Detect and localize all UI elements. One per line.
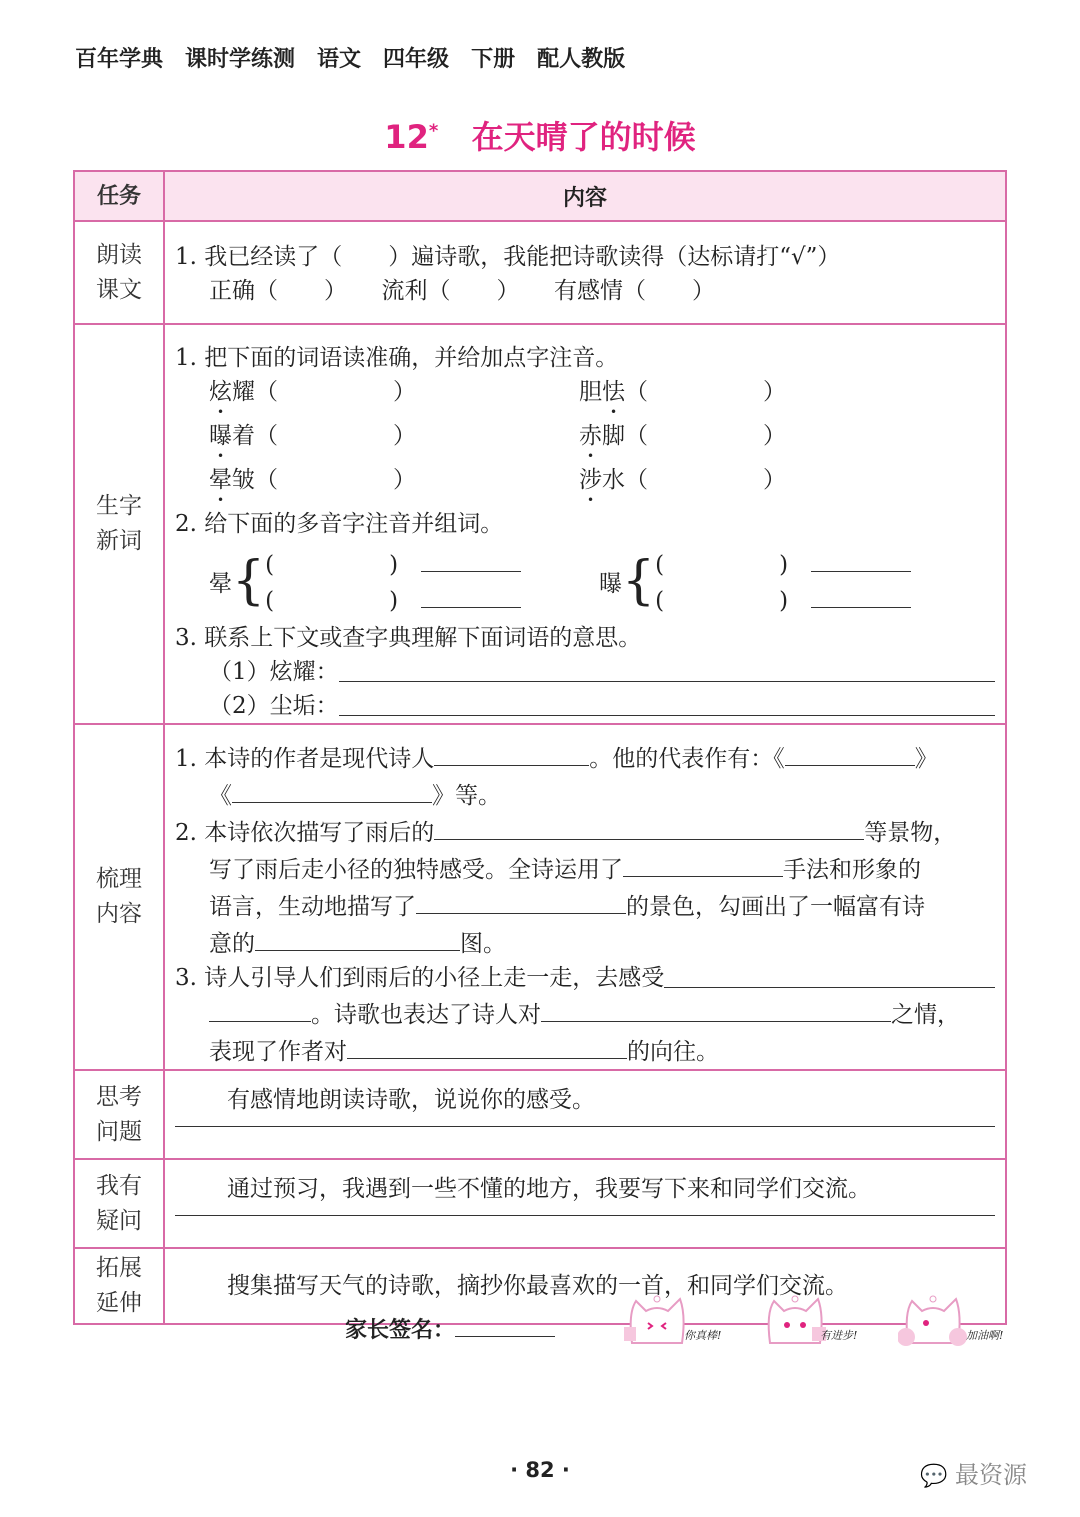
reading-check-line[interactable]: 正确（ ） 流利（ ） 有感情（ ） [209, 278, 715, 304]
task-table [73, 170, 1007, 1325]
watermark: 💬 最资源 [920, 1461, 1028, 1489]
sticker-progress: 有进步! [760, 1293, 900, 1349]
table-row [74, 724, 1006, 1070]
header-item: 百年学典 [75, 47, 164, 72]
row-label: 拓展 延伸 [74, 1248, 164, 1324]
row-content [164, 221, 1006, 324]
header-item: 课时学练测 [185, 47, 296, 72]
word-item[interactable]: 赤脚（ ） [579, 423, 786, 449]
parent-signature[interactable]: 家长签名： [345, 1313, 555, 1344]
row-content: 搜集描写天气的诗歌，摘抄你最喜欢的一首，和同学们交流。 [164, 1248, 1006, 1324]
row-label: 我有 疑问 [74, 1159, 164, 1248]
sticker-cheer: 加油啊! [898, 1293, 1038, 1349]
polyphone-grid [165, 545, 1005, 617]
table-row [74, 1159, 1006, 1248]
table-row [74, 1070, 1006, 1159]
meaning-line[interactable]: （2）尘垢： [165, 689, 1005, 723]
row-content[interactable]: 通过预习，我遇到一些不懂的地方，我要写下来和同学们交流。 [164, 1159, 1006, 1248]
sticker-great: 你真棒! [622, 1293, 762, 1349]
cat-icon [898, 1293, 968, 1349]
table-row [74, 221, 1006, 324]
lesson-star: * [428, 120, 439, 142]
word-item[interactable]: 涉水（ ） [579, 467, 786, 493]
row-label: 梳理 内容 [74, 724, 164, 1070]
question-3: 3. 联系上下文或查字典理解下面词语的意思。 [175, 625, 642, 651]
polyphone-item[interactable]: 曝 { ( ) ( ) [579, 545, 939, 617]
row-label: 思考 问题 [74, 1070, 164, 1159]
row-content[interactable]: 1. 本诗的作者是现代诗人 。他的代表作有：《 》 《 》等。 2. 本诗依次描写了雨后的 等景物， 写了雨后走小径的独特感受。全诗运用了 手法和形象的 语言，生动地描写了 的景色，勾画出了一幅富有诗 意的 图。 3. 诗人引导人们到雨后的小径上走一走，去感受 。诗歌也表达了诗人对 之情， 表现了作者对 的向往。 [164, 724, 1006, 1070]
page-number: · 82 · [510, 1458, 570, 1482]
header-content: 内容 [164, 171, 1006, 221]
question-1: 1. 把下面的词语读准确，并给加点字注音。 [175, 345, 619, 371]
word-item[interactable]: 曝着（ ） [209, 423, 416, 449]
lesson-name: 在天晴了的时候 [471, 118, 696, 156]
word-grid [165, 375, 1005, 507]
header-item: 下册 [471, 47, 516, 72]
question-2: 2. 给下面的多音字注音并组词。 [175, 511, 504, 537]
reading-count-line[interactable]: 1. 我已经读了（ ）遍诗歌，我能把诗歌读得（达标请打“√”） [175, 244, 841, 270]
lesson-title [0, 112, 1080, 158]
polyphone-item[interactable]: 晕 { ( ) ( ) [209, 545, 579, 617]
table-row [74, 324, 1006, 724]
wechat-icon: 💬 [920, 1464, 948, 1489]
word-item[interactable]: 晕皱（ ） [209, 467, 416, 493]
header-item: 语文 [317, 47, 362, 72]
row-content[interactable]: 有感情地朗读诗歌，说说你的感受。 [164, 1070, 1006, 1159]
word-item[interactable]: 胆怯（ ） [579, 379, 786, 405]
meaning-line[interactable]: （1）炫耀： [165, 655, 1005, 689]
header-task: 任务 [74, 171, 164, 221]
row-label: 朗读 课文 [74, 221, 164, 324]
row-content [164, 324, 1006, 724]
header-item: 配人教版 [537, 47, 626, 72]
word-item[interactable]: 炫耀（ ） [209, 379, 416, 405]
row-label: 生字 新词 [74, 324, 164, 724]
table-header-row [74, 171, 1006, 221]
lesson-number: 12 [384, 118, 429, 156]
book-header [75, 42, 647, 73]
header-item: 四年级 [383, 47, 450, 72]
cat-icon [622, 1293, 692, 1349]
